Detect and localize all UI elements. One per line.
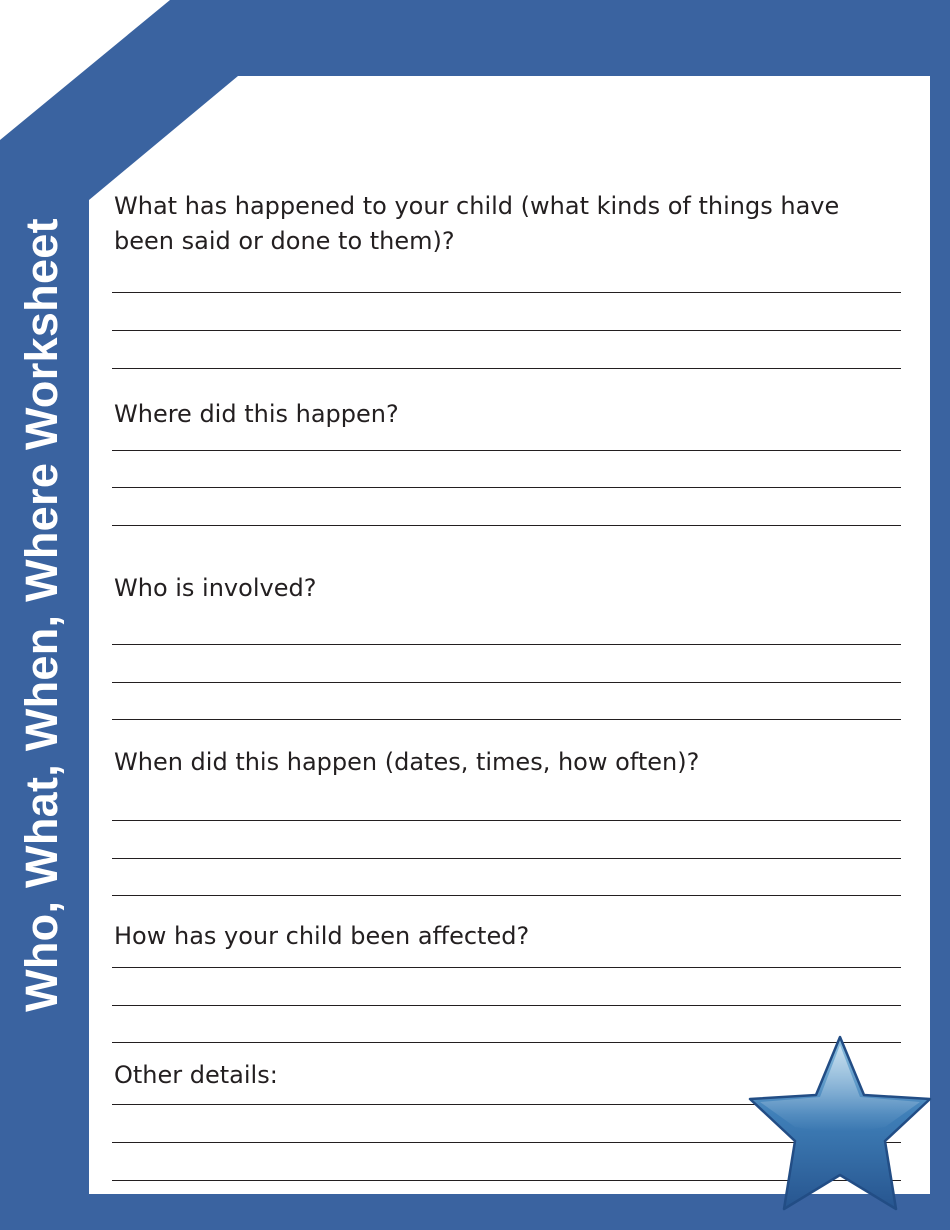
answer-line[interactable] [112,858,901,859]
answer-line[interactable] [112,368,901,369]
answer-line[interactable] [112,450,901,451]
answer-line[interactable] [112,682,901,683]
question-affected: How has your child been affected? [114,922,530,950]
answer-line[interactable] [112,1005,901,1006]
answer-line[interactable] [112,487,901,488]
question-who: Who is involved? [114,574,317,602]
question-what: What has happened to your child (what kinds of things have been said or done to them)? [114,192,840,255]
answer-line[interactable] [112,292,901,293]
answer-line[interactable] [112,820,901,821]
question-when: When did this happen (dates, times, how often)? [114,748,700,776]
star-icon [745,1033,935,1215]
answer-line[interactable] [112,967,901,968]
answer-line[interactable] [112,330,901,331]
question-other: Other details: [114,1061,278,1089]
answer-line[interactable] [112,895,901,896]
answer-line[interactable] [112,644,901,645]
worksheet-title: Who, What, When, Where Worksheet [16,218,67,1012]
answer-line[interactable] [112,719,901,720]
star-highlight [760,1045,920,1131]
question-where: Where did this happen? [114,400,399,428]
answer-line[interactable] [112,525,901,526]
